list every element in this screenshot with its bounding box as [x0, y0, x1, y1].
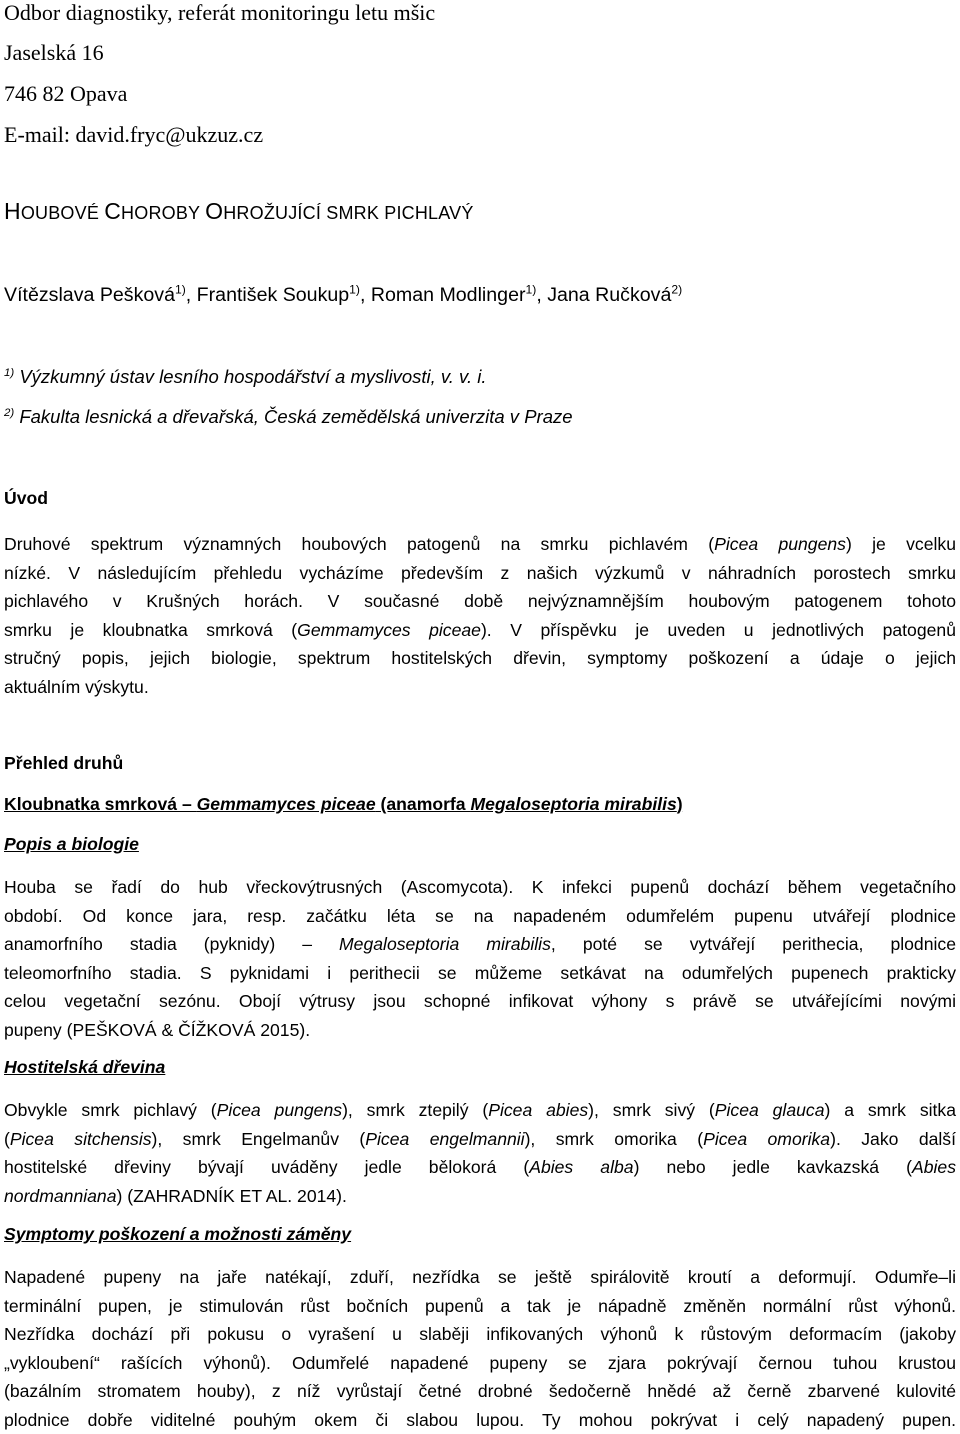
symptoms-heading	[4, 1224, 351, 1245]
citation-author: ÍŽKOVÁ	[191, 1020, 256, 1040]
affiliation-mark: 1)	[4, 367, 14, 379]
species-name: Picea engelmannii	[365, 1129, 524, 1149]
text-line: pichlavého v Krušných horách. V současné době nejvýznamnějším houbovým patogenem tohoto	[4, 587, 956, 616]
header-line-department: Odbor diagnostiky, referát monitoringu letu mšic	[4, 0, 435, 26]
citation-author: AHRADNÍK ET AL	[144, 1186, 287, 1206]
header-line-city: 746 82 Opava	[4, 81, 127, 107]
header-line-street: Jaselská 16	[4, 40, 104, 66]
title-part: C	[104, 198, 121, 224]
header-line-email: E-mail: david.fryc@ukzuz.cz	[4, 122, 263, 148]
title-part: H	[4, 198, 21, 224]
species-name: Picea pungens	[217, 1100, 342, 1120]
text-line: Napadené pupeny na jaře natékají, zduří, nezřídka se ještě spirálovitě kroutí a deformují. Odumře–li	[4, 1263, 956, 1292]
author-affiliation-mark: 1)	[175, 283, 186, 297]
affiliation-mark: 2)	[4, 407, 14, 419]
text-line	[4, 1153, 956, 1182]
authors-line	[4, 284, 682, 307]
text-line	[4, 930, 956, 959]
title-part: HOROBY	[121, 203, 205, 223]
author-name: , František Soukup	[186, 284, 349, 306]
title-part: SMRK PICHLAVÝ	[326, 203, 473, 223]
biology-heading	[4, 834, 139, 855]
text-line: stručný popis, jejich biologie, spektrum hostitelských dřevin, symptomy poškození a údaje o jejich	[4, 644, 956, 673]
author-name: , Jana Ručková	[536, 284, 671, 306]
text-line: období. Od konce jara, resp. začátku léta se na napadeném odumřelém pupenu utvářejí plodnice	[4, 902, 956, 931]
intro-heading: Úvod	[4, 488, 48, 509]
species-heading	[4, 794, 683, 815]
text-run: smrku je kloubnatka smrková (	[4, 620, 297, 640]
title-part: OUBOVÉ	[21, 203, 104, 223]
text-line	[4, 616, 956, 645]
text-run: (	[4, 1129, 10, 1149]
text-line: Houba se řadí do hub vřeckovýtrusných (Ascomycota). K infekci pupenů dochází během vegetačního	[4, 873, 956, 902]
species-name: Picea omorika	[703, 1129, 830, 1149]
text-run: (anamorfa	[376, 794, 471, 814]
text-run: 2015).	[255, 1020, 310, 1040]
text-line: „vykloubení“ rašících výhonů). Odumřelé napadené pupeny se zjara pokrývají černou tuhou krustou	[4, 1349, 956, 1378]
text-line	[4, 1125, 956, 1154]
text-line: aktuálním výskytu.	[4, 673, 956, 702]
text-run: ). V příspěvku je uveden u jednotlivých patogenů	[481, 620, 956, 640]
text-run: ) je vcelku	[846, 534, 956, 554]
affiliation-1	[4, 366, 486, 388]
text-line: terminální pupen, je stimulován růst bočních pupenů a tak je nápadně změněn normální růst výhonů.	[4, 1292, 956, 1321]
text-line: celou vegetační sezónu. Obojí výtrusy jsou schopné infikovat výhony s právě se utvářejícími novými	[4, 987, 956, 1016]
author-name: , Roman Modlinger	[360, 284, 526, 306]
text-run: ), smrk sivý (	[588, 1100, 715, 1120]
text-run: ) a smrk sitka	[825, 1100, 957, 1120]
text-line: (bazálním stromatem houby), z níž vyrůstají četné drobné šedočerně hnědé až černě zbarvené kulovité	[4, 1377, 956, 1406]
species-name: Gemmamyces piceae	[197, 794, 376, 814]
affiliation-text: Výzkumný ústav lesního hospodářství a myslivosti, v. v. i.	[14, 366, 486, 387]
text-run: , poté se vytvářejí perithecia, plodnice	[551, 934, 956, 954]
species-name: Megaloseptoria mirabilis	[339, 934, 551, 954]
species-name: nordmanniana	[4, 1186, 117, 1206]
species-name: Picea pungens	[714, 534, 846, 554]
author-affiliation-mark: 1)	[526, 283, 537, 297]
text-run: & Č	[157, 1020, 191, 1040]
hosts-paragraph	[4, 1096, 956, 1210]
text-run: Kloubnatka smrková –	[4, 794, 197, 814]
text-run: Druhové spektrum významných houbových patogenů na smrku pichlavém (	[4, 534, 714, 554]
species-name: Megaloseptoria mirabilis	[470, 794, 676, 814]
species-name: Picea sitchensis	[10, 1129, 152, 1149]
intro-paragraph	[4, 530, 956, 701]
text-run: ) (Z	[117, 1186, 144, 1206]
subheading-text: Symptomy poškození a možnosti záměny	[4, 1224, 351, 1244]
text-run: ), smrk omorika (	[525, 1129, 704, 1149]
author-name: Vítězslava Pešková	[4, 284, 175, 306]
species-name: Abies alba	[529, 1157, 633, 1177]
species-name: Gemmamyces piceae	[297, 620, 481, 640]
symptoms-paragraph	[4, 1263, 956, 1434]
document-title	[4, 198, 474, 225]
text-run: pupeny (P	[4, 1020, 84, 1040]
text-run: hostitelské dřeviny bývají uváděny jedle bělokorá (	[4, 1157, 529, 1177]
text-run: ) nebo jedle kavkazská (	[634, 1157, 912, 1177]
subheading-text: Popis a biologie	[4, 834, 139, 854]
text-run: )	[677, 794, 683, 814]
hosts-heading	[4, 1057, 165, 1078]
citation-author: EŠKOVÁ	[84, 1020, 156, 1040]
species-name: Picea glauca	[715, 1100, 825, 1120]
title-part: HROŽUJÍCÍ	[223, 203, 326, 223]
title-part: O	[205, 198, 223, 224]
text-line: plodnice dobře viditelné pouhým okem či slabou lupou. Ty mohou pokrývat i celý napadený pupen.	[4, 1406, 956, 1434]
subheading-text: Hostitelská dřevina	[4, 1057, 165, 1077]
text-run: ), smrk ztepilý (	[342, 1100, 488, 1120]
species-name: Abies	[912, 1157, 956, 1177]
text-run: anamorfního stadia (pyknidy) –	[4, 934, 339, 954]
text-line	[4, 1016, 956, 1045]
text-line: nízké. V následujícím přehledu vycházíme především z našich výzkumů v náhradních porostech smrku	[4, 559, 956, 588]
overview-heading: Přehled druhů	[4, 753, 123, 774]
text-line	[4, 1182, 956, 1211]
text-run: Obvykle smrk pichlavý (	[4, 1100, 217, 1120]
author-affiliation-mark: 1)	[349, 283, 360, 297]
text-line	[4, 530, 956, 559]
text-run: ), smrk Engelmanův (	[152, 1129, 366, 1149]
text-line: teleomorfního stadia. S pyknidami i perithecii se můžeme setkávat na odumřelých pupenech prakticky	[4, 959, 956, 988]
affiliation-text: Fakulta lesnická a dřevařská, Česká zemědělská univerzita v Praze	[14, 406, 572, 427]
text-run: . 2014).	[287, 1186, 347, 1206]
author-affiliation-mark: 2)	[671, 283, 682, 297]
species-name: Picea abies	[488, 1100, 588, 1120]
biology-paragraph	[4, 873, 956, 1044]
affiliation-2	[4, 406, 573, 428]
text-run: ). Jako další	[830, 1129, 956, 1149]
text-line	[4, 1096, 956, 1125]
text-line: Nezřídka dochází při pokusu o vyrašení u slaběji infikovaných výhonů k růstovým deformacím (jakoby	[4, 1320, 956, 1349]
